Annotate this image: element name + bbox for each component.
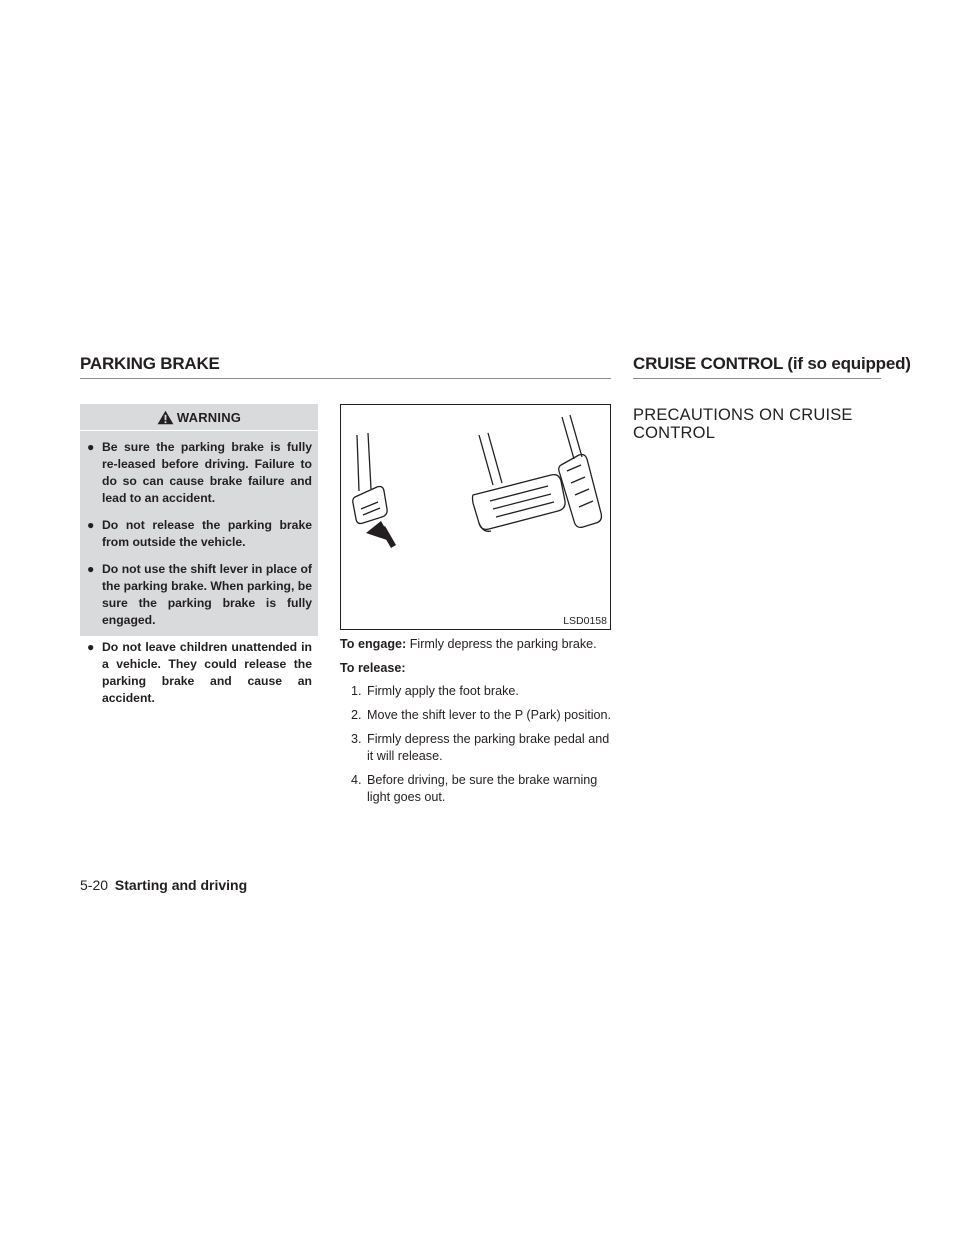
- parking-brake-figure: [340, 404, 611, 630]
- warning-item: [86, 439, 312, 507]
- warning-triangle-icon: [157, 410, 174, 425]
- bullet: ●: [87, 440, 95, 454]
- warning-item: [86, 517, 312, 551]
- figure-label: LSD0158: [563, 615, 607, 627]
- engage-paragraph: [340, 636, 612, 653]
- header-rule-left: [80, 378, 611, 379]
- section-title-cruise-control: CRUISE CONTROL (if so equipped): [633, 354, 911, 373]
- step-number: 3.: [351, 732, 362, 746]
- engage-label: To engage:: [340, 637, 407, 651]
- release-steps: [340, 683, 612, 813]
- footer-section: Starting and driving: [114, 877, 248, 893]
- warning-item-text: Do not leave children unattended in a vehicle. They could release the parking brake and cause an accident.: [102, 640, 312, 705]
- warning-item: [86, 639, 312, 707]
- step-number: 4.: [351, 773, 362, 787]
- warning-item-text: Do not use the shift lever in place of the parking brake. When parking, be sure the parking brake is fully engaged.: [102, 562, 312, 627]
- release-label: To release:: [340, 661, 406, 675]
- warning-box: [80, 404, 318, 705]
- step-text: Firmly apply the foot brake.: [367, 684, 519, 698]
- header-rule-right: [633, 378, 881, 379]
- step-number: 1.: [351, 684, 362, 698]
- warning-item: [86, 561, 312, 629]
- release-step: [340, 683, 612, 700]
- step-text: Before driving, be sure the brake warning light goes out.: [367, 773, 598, 804]
- section-title-parking-brake: PARKING BRAKE: [80, 354, 220, 373]
- pedal-illustration: [341, 405, 609, 628]
- warning-item-text: Be sure the parking brake is fully re-leased before driving. Failure to do so can cause brake failure and lead to an accident.: [102, 440, 312, 505]
- release-step: [340, 731, 612, 765]
- step-number: 2.: [351, 708, 362, 722]
- warning-item-text: Do not release the parking brake from outside the vehicle.: [102, 518, 312, 549]
- cruise-subheading-line1: PRECAUTIONS ON CRUISE: [633, 406, 853, 424]
- cruise-subheading-line2: CONTROL: [633, 424, 716, 442]
- engage-text: Firmly depress the parking brake.: [409, 637, 597, 651]
- page-number: 5-20: [80, 877, 109, 893]
- release-step: [340, 772, 612, 806]
- bullet: ●: [87, 640, 95, 654]
- page-footer: [80, 877, 247, 893]
- warning-title: WARNING: [176, 409, 242, 425]
- release-step: [340, 707, 612, 724]
- bullet: ●: [87, 562, 95, 576]
- cruise-subheading: [633, 406, 881, 442]
- bullet: ●: [87, 518, 95, 532]
- step-text: Firmly depress the parking brake pedal and it will release.: [367, 732, 610, 763]
- warning-list: [80, 431, 318, 707]
- step-text: Move the shift lever to the P (Park) position.: [367, 708, 612, 722]
- warning-header: [80, 404, 318, 431]
